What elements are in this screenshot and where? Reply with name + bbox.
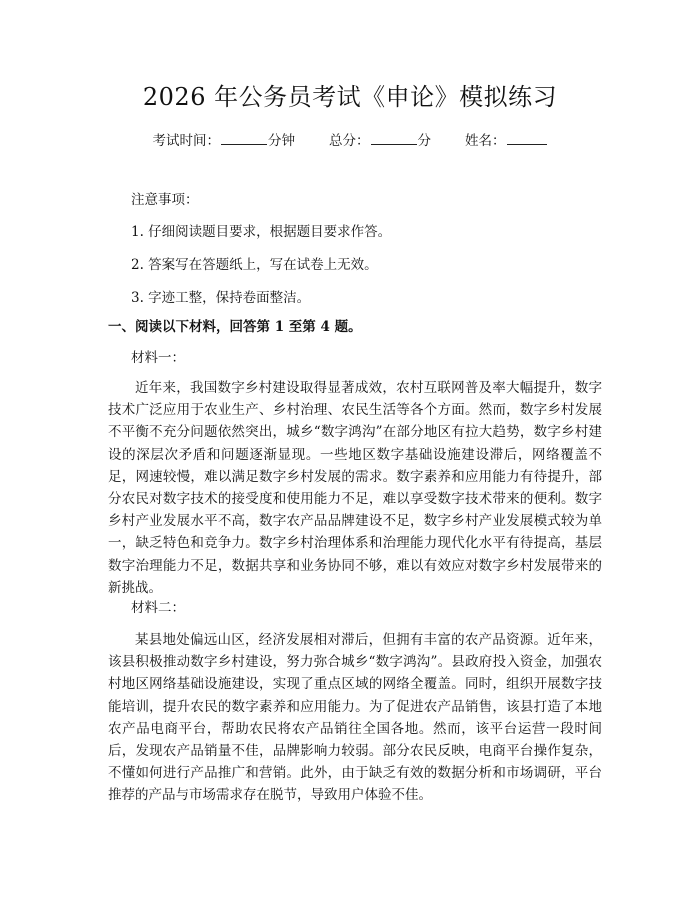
total-score-blank[interactable]	[371, 131, 417, 145]
exam-time-unit: 分钟	[268, 133, 295, 149]
notice-title: 注意事项：	[131, 192, 199, 208]
name-field	[465, 131, 548, 151]
total-score-field	[329, 131, 431, 151]
exam-time-label: 考试时间：	[152, 133, 220, 149]
section-heading: 一、阅读以下材料，回答第 1 至第 4 题。	[108, 319, 362, 335]
notice-list	[131, 222, 651, 321]
name-blank[interactable]	[507, 131, 547, 145]
material-1-label: 材料一：	[131, 350, 185, 366]
notice-item: 1. 仔细阅读题目要求，根据题目要求作答。	[131, 224, 392, 240]
exam-title: 2026 年公务员考试《申论》模拟练习	[142, 83, 558, 111]
material-2-text: 某县地处偏远山区，经济发展相对滞后，但拥有丰富的农产品资源。近年来，该县积极推动数字乡村建设，努力弥合城乡“数字鸿沟”。县政府投入资金，加强农村地区网络基础设施建设，实现了重点区域的网络全覆盖。同时，组织开展数字技能培训，提升农民的数字素养和应用能力。为了促进农产品销售，该县打造了本地农产品电商平台，帮助农民将农产品销往全国各地。然而，该平台运营一段时间后，发现农产品销量不佳，品牌影响力较弱。部分农民反映，电商平台操作复杂，不懂如何进行产品推广和营销。此外，由于缺乏有效的数据分析和市场调研，平台推荐的产品与市场需求存在脱节，导致用户体验不佳。	[108, 632, 602, 804]
material-1-text: 近年来，我国数字乡村建设取得显著成效，农村互联网普及率大幅提升，数字技术广泛应用于农业生产、乡村治理、农民生活等各个方面。然而，数字乡村发展不平衡不充分问题依然突出，城乡“数字鸿沟”在部分地区有拉大趋势，数字乡村建设的深层次矛盾和问题逐渐显现。一些地区数字基础设施建设滞后，网络覆盖不足，网速较慢，难以满足数字乡村发展的需求。数字素养和应用能力有待提升，部分农民对数字技术的接受度和使用能力不足，难以享受数字技术带来的便利。数字乡村产业发展水平不高，数字农产品品牌建设不足，数字乡村产业发展模式较为单一，缺乏特色和竞争力。数字乡村治理体系和治理能力现代化水平有待提高，基层数字治理能力不足，数据共享和业务协同不够，难以有效应对数字乡村发展带来的新挑战。	[108, 380, 602, 596]
notice-item: 3. 字迹工整，保持卷面整洁。	[131, 290, 311, 306]
exam-meta-line	[0, 131, 700, 151]
material-2-label: 材料二：	[131, 600, 185, 616]
total-score-label: 总分：	[329, 133, 370, 149]
exam-time-field	[153, 131, 296, 151]
total-score-unit: 分	[417, 133, 431, 149]
notice-item: 2. 答案写在答题纸上，写在试卷上无效。	[131, 257, 378, 273]
exam-time-blank[interactable]	[221, 131, 267, 145]
name-label: 姓名：	[465, 133, 506, 149]
